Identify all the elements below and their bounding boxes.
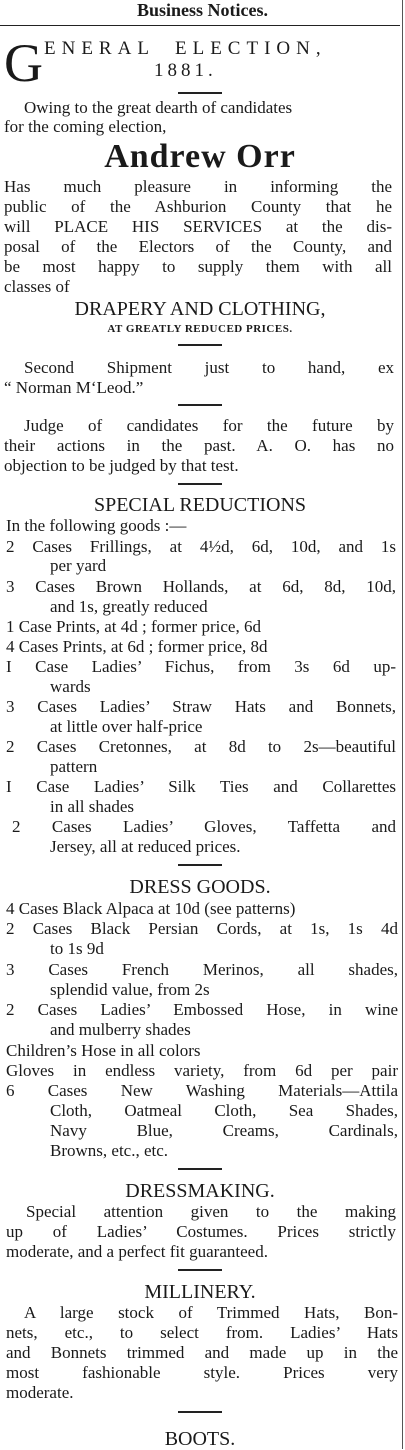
dress-line: Children’s Hose in all colors [6, 1041, 201, 1060]
millinery-heading: MILLINERY. [144, 1281, 256, 1303]
dressmaking-line: Special attention given to the making [26, 1202, 396, 1221]
special-line: 3 Cases Ladies’ Straw Hats and Bonnets, [6, 697, 396, 716]
divider [178, 1168, 222, 1170]
special-line: and 1s, greatly reduced [50, 597, 208, 616]
drop-cap: G [4, 33, 43, 93]
dress-line: Navy Blue, Creams, Cardinals, [50, 1121, 398, 1140]
special-line: in all shades [50, 797, 135, 816]
drapery-subheading: AT GREATLY REDUCED PRICES. [107, 323, 293, 335]
dress-line: Gloves in endless variety, from 6d per pair [6, 1061, 398, 1080]
divider [178, 1269, 222, 1271]
intro-body-2: public of the Ashburion County that he [4, 197, 392, 216]
dressmaking-line: moderate, and a perfect fit guaranteed. [6, 1242, 268, 1261]
special-line: I Case Ladies’ Silk Ties and Collarettes [6, 777, 396, 796]
judge-line-1: Judge of candidates for the future by [24, 416, 394, 435]
special-line: In the following goods :— [6, 516, 187, 535]
dress-line: Browns, etc., etc. [50, 1141, 169, 1160]
dress-line: to 1s 9d [50, 939, 104, 958]
dress-line: and mulberry shades [50, 1020, 191, 1039]
dress-line: 3 Cases French Merinos, all shades, [6, 960, 398, 979]
dress-line: 6 Cases New Washing Materials—Attila [6, 1081, 398, 1100]
special-line: wards [50, 677, 91, 696]
election-year: 1881. [154, 60, 217, 81]
dress-line: Cloth, Oatmeal Cloth, Sea Shades, [50, 1101, 398, 1120]
dress-line: 2 Cases Black Persian Cords, at 1s, 1s 4d [6, 919, 398, 938]
dress-line: 2 Cases Ladies’ Embossed Hose, in wine [6, 1000, 398, 1019]
dressmaking-line: up of Ladies’ Costumes. Prices strictly [6, 1222, 396, 1241]
section-header: Business Notices. [136, 0, 268, 20]
millinery-line: nets, etc., to select from. Ladies’ Hats [6, 1323, 398, 1342]
special-line: 1 Case Prints, at 4d ; former price, 6d [6, 617, 261, 636]
special-line: 2 Cases Cretonnes, at 8d to 2s—beautiful [6, 737, 396, 756]
millinery-line: moderate. [6, 1383, 74, 1402]
special-line: 2 Cases Frillings, at 4½d, 6d, 10d, and 1s [6, 537, 396, 556]
intro-line-1: Owing to the great dearth of candidates [24, 98, 293, 117]
dress-line: 4 Cases Black Alpaca at 10d (see patterns) [6, 899, 296, 918]
millinery-line: A large stock of Trimmed Hats, Bon- [24, 1303, 398, 1322]
divider [178, 1411, 222, 1413]
dress-heading: DRESS GOODS. [129, 876, 271, 898]
header-rule [0, 25, 400, 26]
special-line: 2 Cases Ladies’ Gloves, Taffetta and [12, 817, 396, 836]
column-rule [402, 0, 403, 1449]
intro-body-3: will PLACE HIS SERVICES at the dis- [4, 217, 392, 236]
special-line: I Case Ladies’ Fichus, from 3s 6d up- [6, 657, 396, 676]
dress-line: splendid value, from 2s [50, 980, 210, 999]
millinery-line: and Bonnets trimmed and made up in the [6, 1343, 398, 1362]
intro-body-4: posal of the Electors of the County, and [4, 237, 392, 256]
candidate-name: Andrew Orr [104, 138, 296, 175]
judge-line-2: their actions in the past. A. O. has no [4, 436, 394, 455]
intro-line-2: for the coming election, [4, 117, 167, 136]
special-line: pattern [50, 757, 98, 776]
dressmaking-heading: DRESSMAKING. [125, 1180, 275, 1202]
shipment-line-2: “ Norman M‘Leod.” [4, 378, 144, 397]
drapery-heading: DRAPERY AND CLOTHING, [74, 298, 326, 320]
special-line: 3 Cases Brown Hollands, at 6d, 8d, 10d, [6, 577, 396, 596]
special-heading: SPECIAL REDUCTIONS [93, 494, 307, 516]
intro-body-6: classes of [4, 277, 70, 296]
millinery-line: most fashionable style. Prices very [6, 1363, 398, 1382]
special-line: per yard [50, 556, 107, 575]
divider [178, 483, 222, 485]
intro-body-1: Has much pleasure in informing the [4, 177, 392, 196]
intro-body-5: be most happy to supply them with all [4, 257, 392, 276]
special-line: at little over half-price [50, 717, 203, 736]
divider [178, 92, 222, 94]
shipment-line-1: Second Shipment just to hand, ex [24, 358, 394, 377]
special-line: 4 Cases Prints, at 6d ; former price, 8d [6, 637, 268, 656]
election-title: ENERAL ELECTION, [44, 38, 327, 59]
judge-line-3: objection to be judged by that test. [4, 456, 239, 475]
boots-heading: BOOTS. [164, 1428, 236, 1450]
divider [178, 404, 222, 406]
special-line: Jersey, all at reduced prices. [50, 837, 241, 856]
divider [178, 344, 222, 346]
divider [178, 864, 222, 866]
